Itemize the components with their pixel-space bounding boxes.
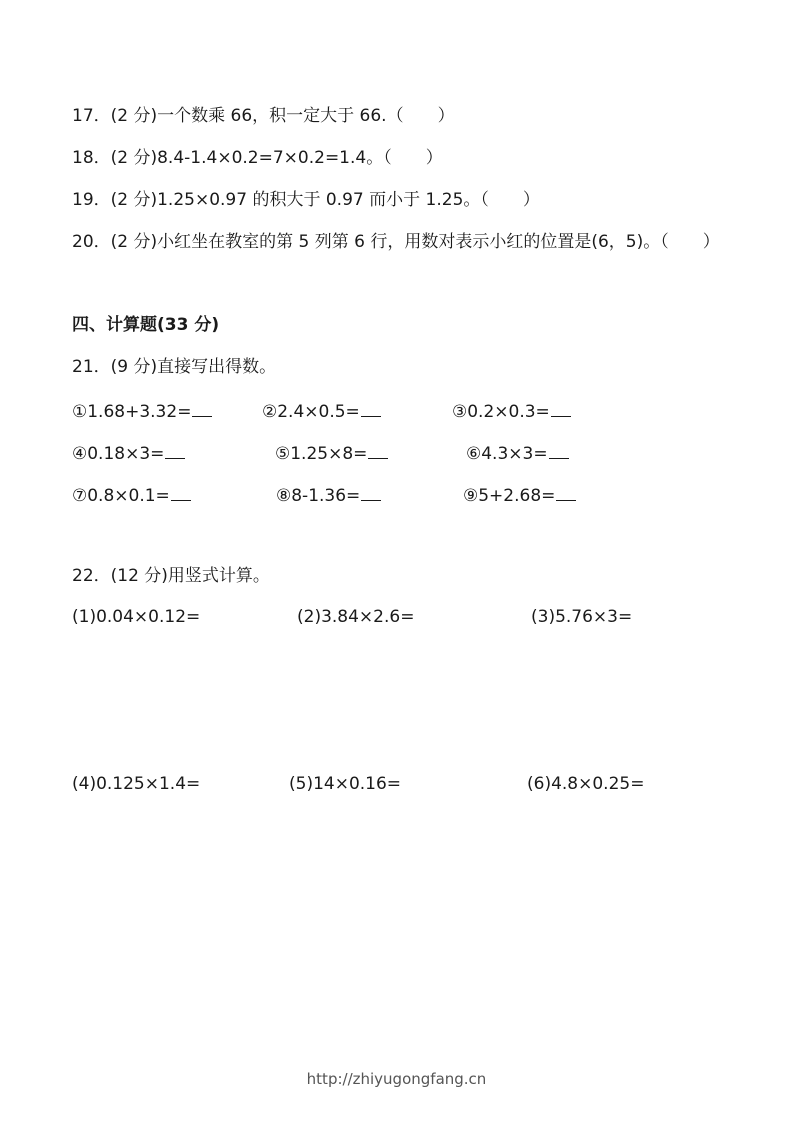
q22-item-3: (3)5.76×3= <box>531 607 633 627</box>
q21-item-text: ⑦0.8×0.1= <box>72 486 170 506</box>
q22-item-1: (1)0.04×0.12= <box>72 607 201 627</box>
q22-item-5: (5)14×0.16= <box>289 774 402 794</box>
question-20: 20．(2 分)小红坐在教室的第 5 列第 6 行，用数对表示小红的位置是(6，5)。（ ） <box>72 232 720 252</box>
answer-blank[interactable] <box>551 398 571 417</box>
answer-blank[interactable] <box>165 440 185 459</box>
q21-item-text: ⑤1.25×8= <box>275 444 368 464</box>
footer-url: http://zhiyugongfang.cn <box>306 1070 487 1088</box>
q21-item-text: ⑥4.3×3= <box>466 444 548 464</box>
q21-item-text: ④0.18×3= <box>72 444 165 464</box>
q21-item-4 <box>72 440 185 465</box>
q22-item-2: (2)3.84×2.6= <box>297 607 415 627</box>
answer-blank[interactable] <box>192 398 212 417</box>
question-17: 17．(2 分)一个数乘 66，积一定大于 66.（ ） <box>72 106 455 126</box>
q21-item-text: ①1.68+3.32= <box>72 402 192 422</box>
question-22-title: 22．(12 分)用竖式计算。 <box>72 566 270 586</box>
question-19: 19．(2 分)1.25×0.97 的积大于 0.97 而小于 1.25。（ ） <box>72 190 540 210</box>
section-heading: 四、计算题(33 分) <box>72 315 220 335</box>
q22-item-6: (6)4.8×0.25= <box>527 774 645 794</box>
q21-item-5 <box>275 440 388 465</box>
question-18: 18．(2 分)8.4-1.4×0.2=7×0.2=1.4。（ ） <box>72 148 443 168</box>
q21-item-7 <box>72 482 191 507</box>
q21-item-6 <box>466 440 569 465</box>
q22-item-4: (4)0.125×1.4= <box>72 774 201 794</box>
answer-blank[interactable] <box>556 482 576 501</box>
answer-blank[interactable] <box>361 398 381 417</box>
q21-item-text: ③0.2×0.3= <box>452 402 550 422</box>
q21-item-8 <box>276 482 381 507</box>
answer-blank[interactable] <box>361 482 381 501</box>
q21-item-9 <box>463 482 576 507</box>
q21-item-3 <box>452 398 571 423</box>
answer-blank[interactable] <box>549 440 569 459</box>
question-21-title: 21．(9 分)直接写出得数。 <box>72 357 277 377</box>
q21-item-text: ⑧8-1.36= <box>276 486 361 506</box>
q21-item-text: ②2.4×0.5= <box>262 402 360 422</box>
q21-item-text: ⑨5+2.68= <box>463 486 556 506</box>
answer-blank[interactable] <box>171 482 191 501</box>
q21-item-1 <box>72 398 212 423</box>
q21-item-2 <box>262 398 381 423</box>
answer-blank[interactable] <box>368 440 388 459</box>
